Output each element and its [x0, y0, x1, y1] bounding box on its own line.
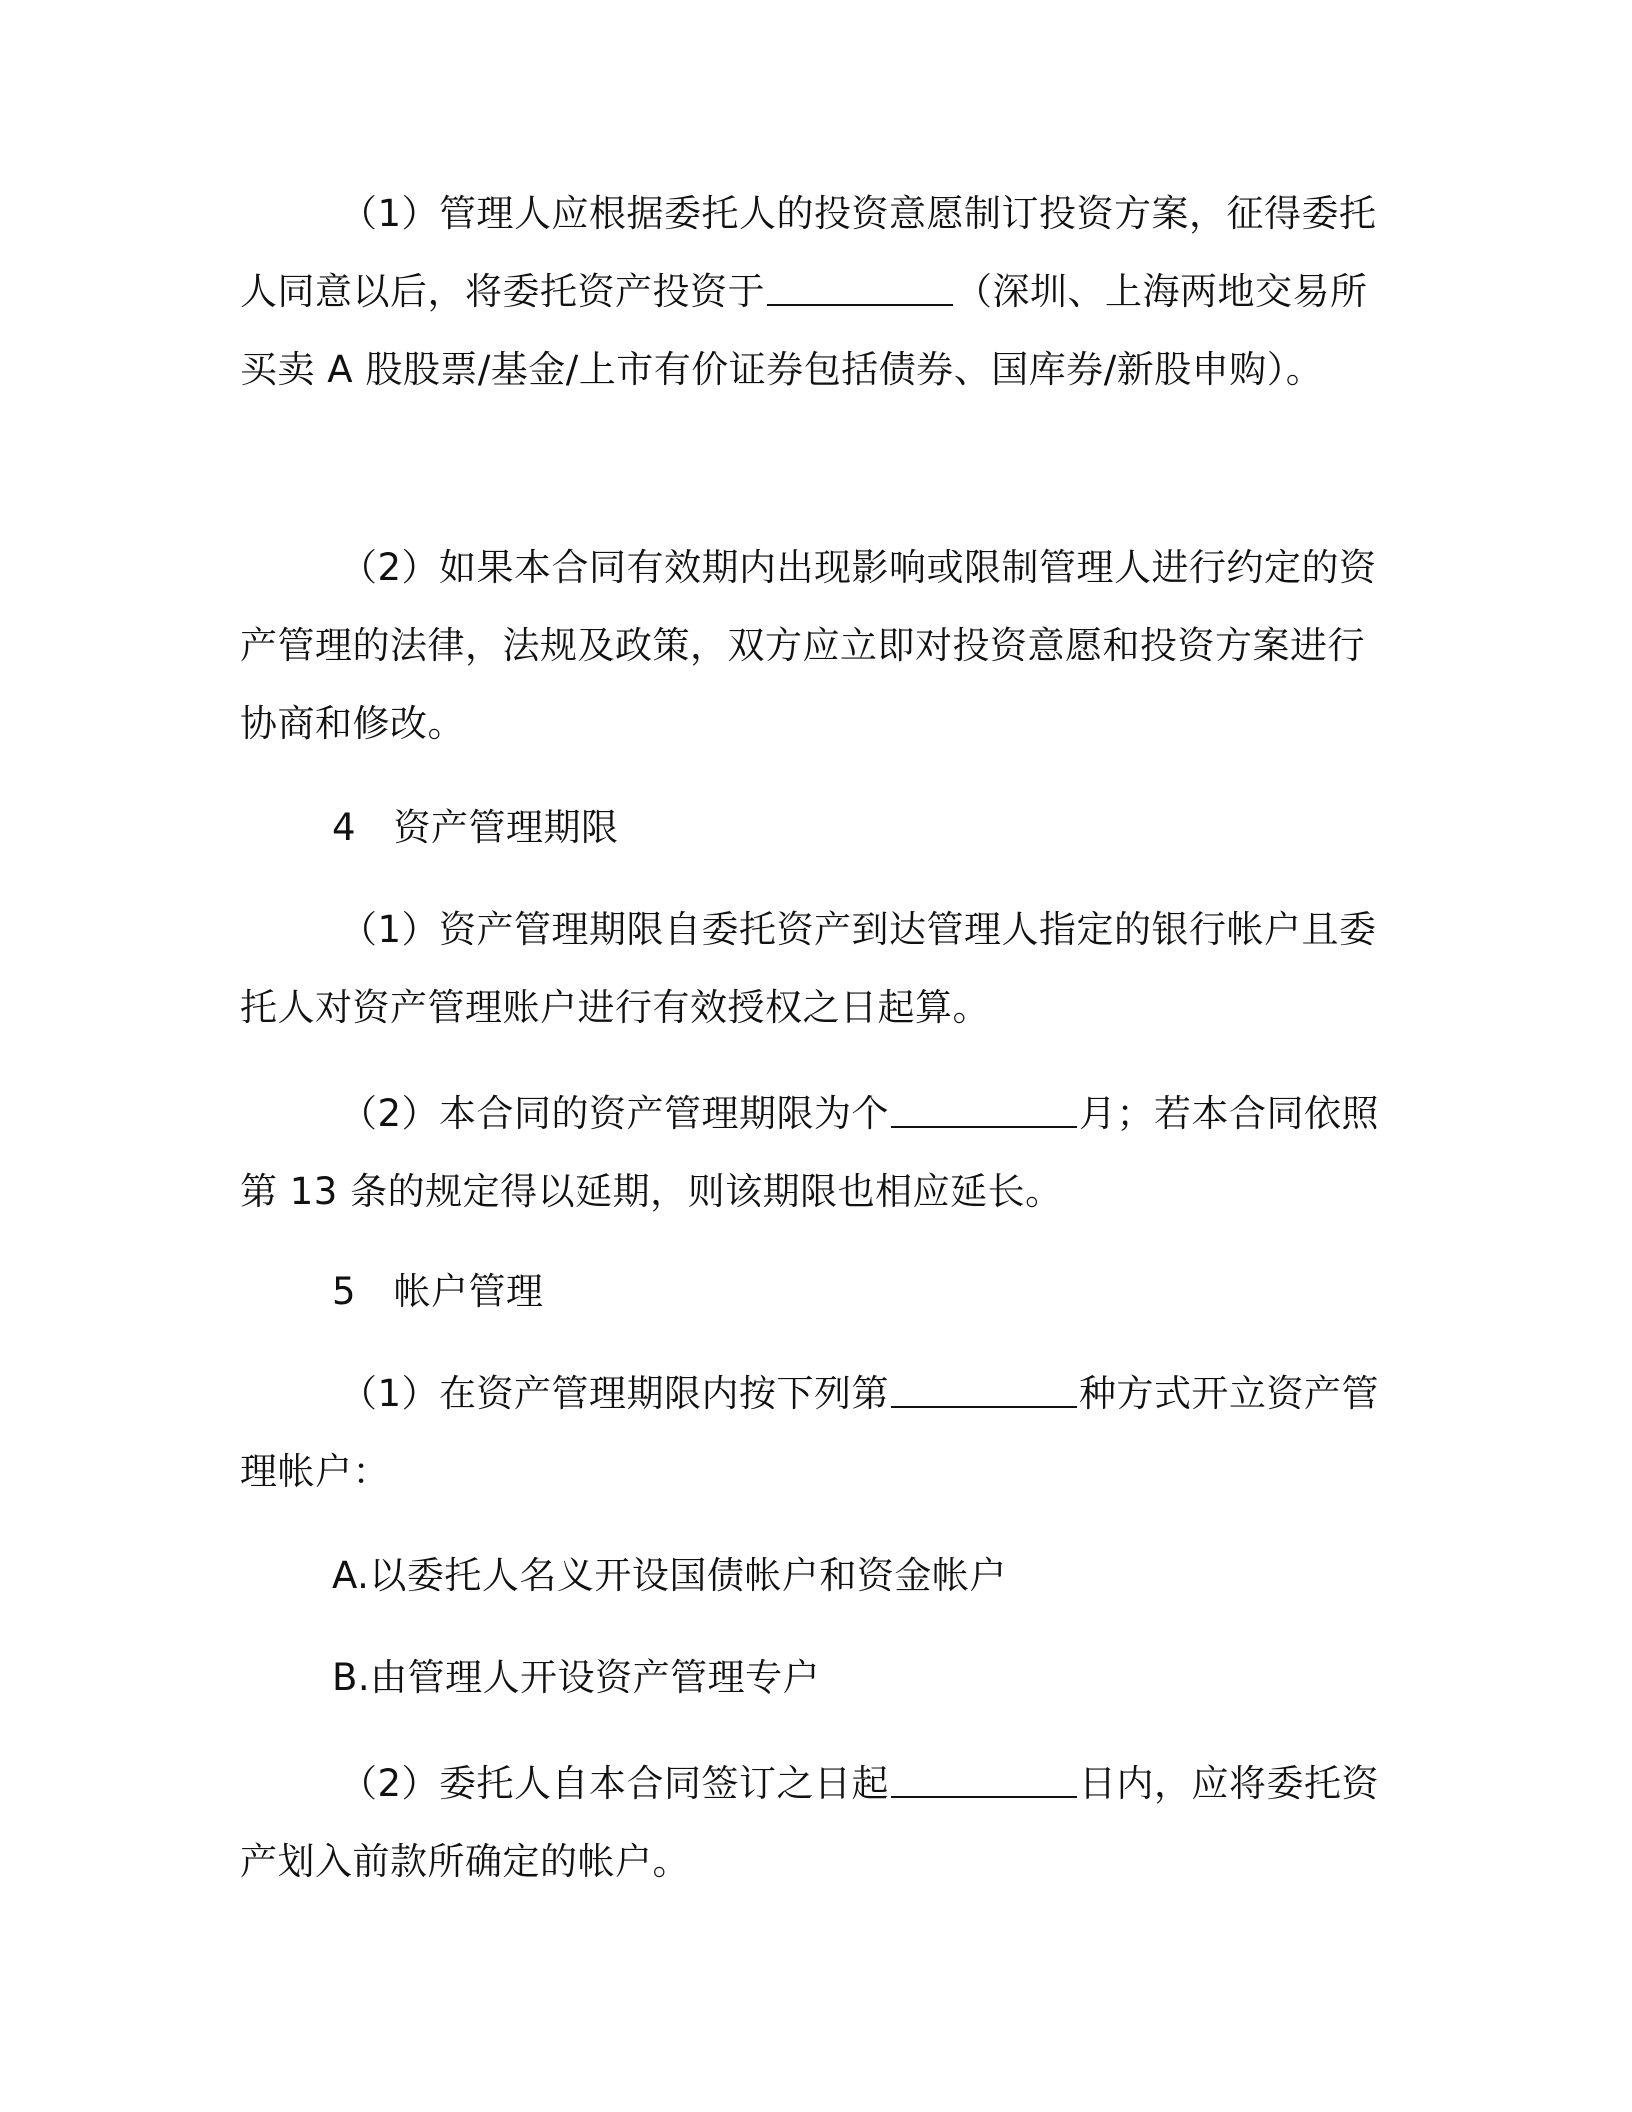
paragraph-2-line-1: （2）如果本合同有效期内出现影响或限制管理人进行约定的资: [340, 546, 1377, 589]
section-4-paragraph-1-line-2: 托人对资产管理账户进行有效授权之日起算。: [240, 986, 990, 1029]
section-4-paragraph-1-line-1: （1）资产管理期限自委托资产到达管理人指定的银行帐户且委: [340, 908, 1377, 951]
paragraph-1-line-2: [240, 264, 1368, 320]
section-4-paragraph-2-start: （2）本合同的资产管理期限为个: [340, 1092, 890, 1135]
paragraph-2-line-2: 产管理的法律，法规及政策，双方应立即对投资意愿和投资方案进行: [240, 624, 1365, 667]
section-4-paragraph-2-line-2: 第 13 条的规定得以延期，则该期限也相应延长。: [240, 1170, 1063, 1213]
fill-in-blank-management-months: [891, 1090, 1077, 1128]
section-5-heading: 5 帐户管理: [332, 1270, 544, 1313]
paragraph-1-line-3: 买卖 A 股股票/基金/上市有价证券包括债券、国库券/新股申购）。: [240, 348, 1324, 391]
section-5-paragraph-2-line-2: 产划入前款所确定的帐户。: [240, 1840, 690, 1883]
paragraph-1-line-1: （1）管理人应根据委托人的投资意愿制订投资方案，征得委托: [340, 192, 1377, 235]
fill-in-blank-account-method: [891, 1370, 1077, 1408]
section-5-paragraph-2-line-1: [340, 1756, 1380, 1812]
paragraph-1-line-2-start: 人同意以后，将委托资产投资于: [240, 270, 765, 313]
section-5-paragraph-2-start: （2）委托人自本合同签订之日起: [340, 1762, 890, 1805]
section-4-paragraph-2-line-1: [340, 1086, 1380, 1142]
section-4-heading: 4 资产管理期限: [332, 806, 619, 849]
section-5-paragraph-1-line-1: [340, 1366, 1380, 1422]
section-5-option-b: B.由管理人开设资产管理专户: [332, 1656, 821, 1699]
section-5-paragraph-1-end: 种方式开立资产管: [1079, 1372, 1380, 1415]
paragraph-1-line-2-end: （深圳、上海两地交易所: [955, 270, 1368, 313]
section-5-paragraph-1-start: （1）在资产管理期限内按下列第: [340, 1372, 890, 1415]
fill-in-blank-transfer-days: [891, 1760, 1077, 1798]
section-5-option-a: A.以委托人名义开设国债帐户和资金帐户: [332, 1554, 1007, 1597]
section-5-paragraph-1-line-2: 理帐户：: [240, 1450, 390, 1493]
section-4-paragraph-2-end: 月；若本合同依照: [1079, 1092, 1380, 1135]
paragraph-2-line-3: 协商和修改。: [240, 702, 465, 745]
fill-in-blank-investment-target: [767, 268, 953, 306]
section-5-paragraph-2-end: 日内，应将委托资: [1079, 1762, 1380, 1805]
